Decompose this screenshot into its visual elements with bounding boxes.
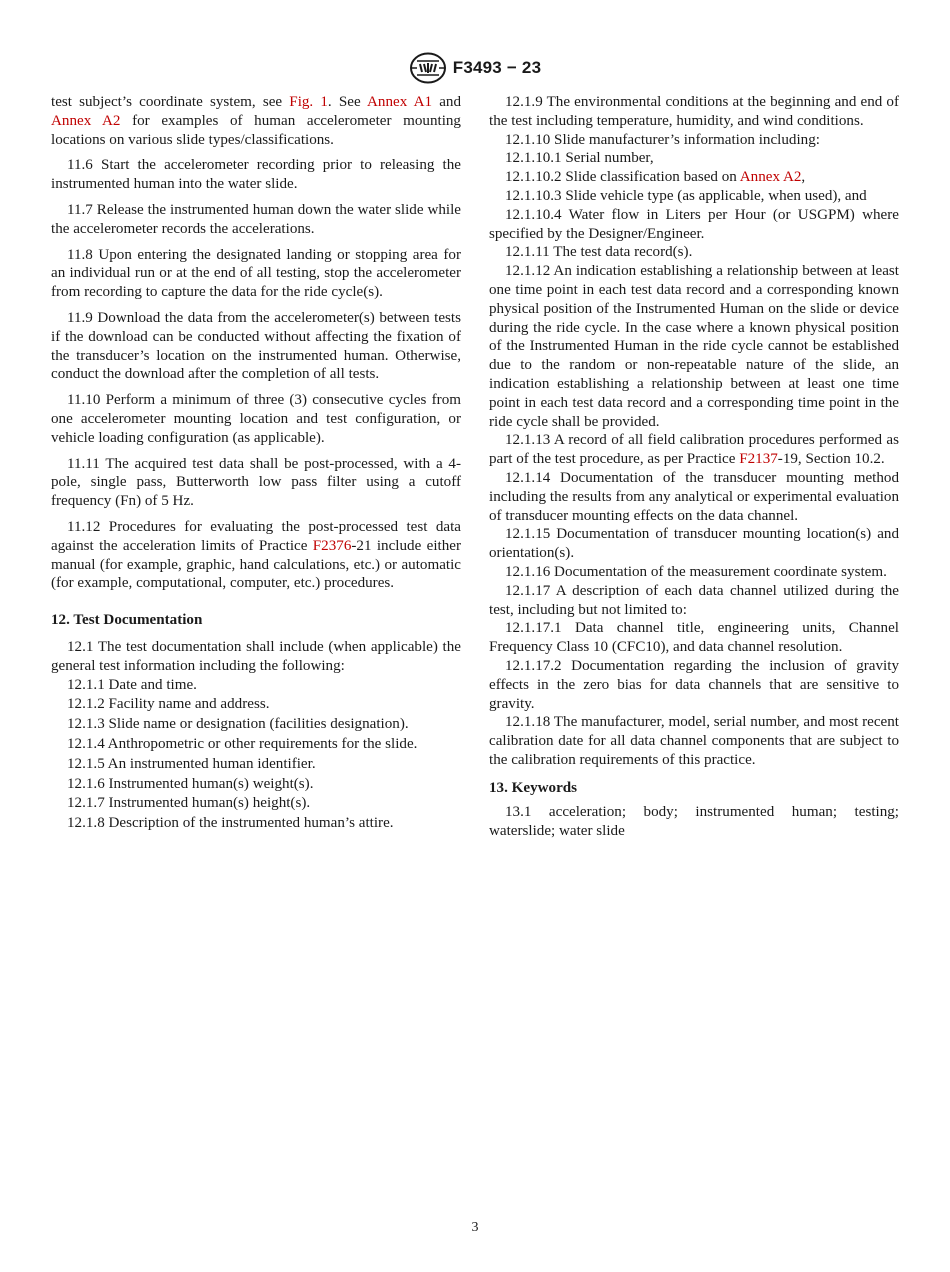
paragraph-11-10: 11.10 Perform a minimum of three (3) consecutive cycles from one accelerometer mounting location and test configuration, or vehicle loading configuration (as applicable). [51, 392, 461, 446]
annex-a1-link[interactable]: Annex A1 [367, 94, 433, 110]
paragraph-11-5-continued: test subject’s coordinate system, see Fig. 1. See Annex A1 and Annex A2 for examples of human accelerometer mounting locations on various slide types/classifications. [51, 94, 461, 148]
list-item: 12.1.6 Instrumented human(s) weight(s). [67, 775, 314, 792]
paragraph-12-1-16: 12.1.16 Documentation of the measurement coordinate system. [505, 563, 887, 580]
list-item: 12.1.5 An instrumented human identifier. [67, 755, 316, 772]
paragraph-12-1-13: 12.1.13 A record of all field calibration procedures performed as part of the test procedure, as per Practice F2137-19, Section 10.2. [489, 432, 899, 468]
annex-a2-link[interactable]: Annex A2 [739, 169, 802, 186]
paragraph-11-8: 11.8 Upon entering the designated landing or stopping area for an individual run or at the end of all testing, stop the accelerometer from recording to capture the data for the ride cycle(s). [51, 246, 461, 301]
paragraph-11-12: 11.12 Procedures for evaluating the post-processed test data against the acceleration limits of Practice F2376-21 include either manual (for example, graphic, hand calculations, etc.) or automatic (for example, computational, computer, etc.) procedures. [51, 518, 461, 592]
page-number: 3 [471, 1220, 479, 1235]
paragraph-13-1: 13.1 acceleration; body; instrumented human; testing; waterslide; water slide [489, 804, 899, 840]
list-item: 12.1.1 Date and time. [67, 676, 197, 693]
paragraph-12-1-10-4: 12.1.10.4 Water flow in Liters per Hour (or USGPM) where specified by the Designer/Engineer. [489, 206, 899, 242]
list-item: 12.1.2 Facility name and address. [67, 696, 270, 713]
f2376-link[interactable]: F2376 [312, 537, 352, 554]
list-item: 12.1.4 Anthropometric or other requirements for the slide. [67, 735, 418, 752]
paragraph-12-1-10-3: 12.1.10.3 Slide vehicle type (as applicable, when used), and [505, 187, 867, 204]
paragraph-12-1-9: 12.1.9 The environmental conditions at the beginning and end of the test including temperature, humidity, and wind conditions. [489, 94, 899, 129]
section-heading-12: 12. Test Documentation [51, 612, 203, 629]
annex-a2-link[interactable]: Annex A2 [51, 112, 121, 129]
paragraph-12-1-12: 12.1.12 An indication establishing a relationship between at least one time point in each test data record and a corresponding known physical position of the Instrumented Human on the slide or device during the ride cycle. In the case where a known physical position of the Instrumented Human in the ride cycle cannot be established due to the random or non-repeatable nature of the slide, an indication establishing a relationship between at least one time point in each test data record and a corresponding time point in the ride cycle shall be provided. [489, 263, 899, 430]
document-id: F3493 − 23 [452, 58, 542, 77]
right-column [489, 93, 899, 841]
list-item: 12.1.7 Instrumented human(s) height(s). [67, 795, 311, 812]
paragraph-11-9: 11.9 Download the data from the accelerometer(s) between tests if the download can be conducted without affecting the fixation of the transducer’s location on the instrumented human. Otherwise, conduct the download after the completion of all tests. [51, 309, 461, 383]
paragraph-12-1-17-1: 12.1.17.1 Data channel title, engineering units, Channel Frequency Class 10 (CFC10), and data channel resolution. [489, 620, 899, 656]
list-item: 12.1.8 Description of the instrumented human’s attire. [67, 815, 394, 832]
left-column [51, 93, 461, 833]
paragraph-12-1-11: 12.1.11 The test data record(s). [505, 244, 693, 261]
paragraph-12-1: 12.1 The test documentation shall include (when applicable) the general test information including the following: [51, 638, 461, 674]
f2137-link[interactable]: F2137 [739, 451, 778, 468]
list-item: 12.1.3 Slide name or designation (facilities designation). [67, 716, 409, 733]
paragraph-12-1-18: 12.1.18 The manufacturer, model, serial number, and most recent calibration date for all data channel components that are subject to the calibration requirements of this practice. [489, 714, 899, 768]
paragraph-12-1-15: 12.1.15 Documentation of transducer mounting location(s) and orientation(s). [489, 526, 899, 562]
astm-logo-icon [409, 52, 447, 84]
paragraph-12-1-10: 12.1.10 Slide manufacturer’s information including: [505, 131, 820, 148]
paragraph-12-1-10-1: 12.1.10.1 Serial number, [505, 150, 654, 167]
paragraph-12-1-10-2: 12.1.10.2 Slide classification based on Annex A2, [505, 169, 806, 186]
paragraph-11-7: 11.7 Release the instrumented human down the water slide while the accelerometer records the accelerations. [51, 201, 461, 237]
fig-1-link[interactable]: Fig. 1 [289, 94, 328, 110]
paragraph-11-11: 11.11 The acquired test data shall be post-processed, with a 4-pole, single pass, Butterworth low pass filter using a cutoff frequency (Fn) of 5 Hz. [51, 455, 461, 510]
section-heading-13: 13. Keywords [489, 779, 578, 796]
paragraph-11-6: 11.6 Start the accelerometer recording prior to releasing the instrumented human into the water slide. [51, 157, 461, 193]
paragraph-12-1-17: 12.1.17 A description of each data channel utilized during the test, including but not limited to: [489, 582, 899, 618]
paragraph-12-1-17-2: 12.1.17.2 Documentation regarding the inclusion of gravity effects in the zero bias for data channels that are sensitive to gravity. [489, 657, 899, 712]
paragraph-12-1-14: 12.1.14 Documentation of the transducer mounting method including the results from any analytical or experimental evaluation of transducer mounting effects on the data channel. [489, 469, 899, 524]
page-header [0, 52, 950, 84]
